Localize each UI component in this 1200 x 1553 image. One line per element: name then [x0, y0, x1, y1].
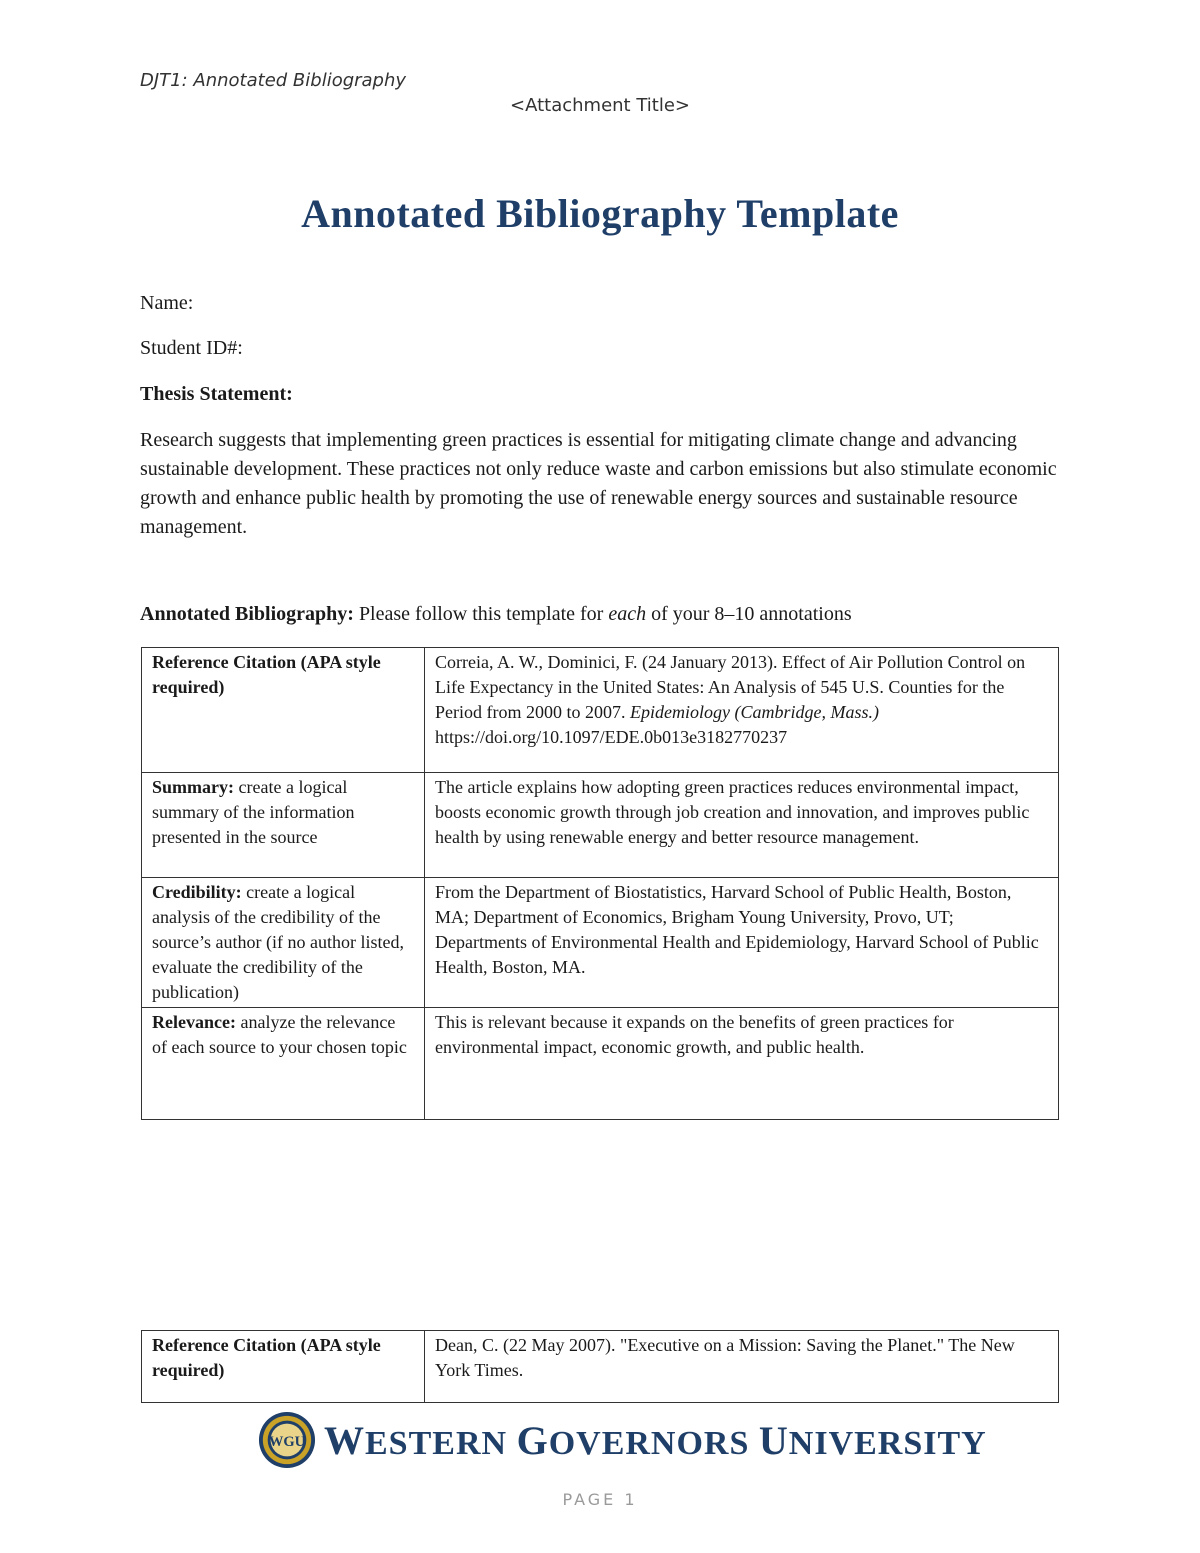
- row-description: create a logical summary of the information presented in the source: [152, 777, 355, 847]
- credibility-text: From the Department of Biostatistics, Harvard School of Public Health, Boston, MA; Department of Economics, Brigham Young University, Provo, UT; Departments of Environmental Health and Epidemiology, Harvard School of Public Health, Boston, MA.: [435, 882, 1039, 977]
- intro-text-after: of your 8–10 annotations: [646, 603, 852, 625]
- summary-text: The article explains how adopting green practices reduces environmental impact, boosts economic growth through job creation and innovation, and improves public health by using renewable energy and better resource management.: [435, 777, 1030, 847]
- wgu-logo: [258, 1410, 987, 1470]
- running-header-course: DJT1: Annotated Bibliography: [140, 70, 407, 91]
- row-content-cell: [425, 1008, 1059, 1120]
- row-label-cell: [142, 773, 425, 878]
- relevance-text: This is relevant because it expands on the benefits of green practices for environmental impact, economic growth, and public health.: [435, 1012, 954, 1057]
- row-label-cell: [142, 1008, 425, 1120]
- name-field: Name:: [140, 292, 194, 314]
- row-label: Relevance:: [152, 1012, 236, 1032]
- row-content-cell: [425, 1331, 1059, 1403]
- row-label: Credibility:: [152, 882, 242, 902]
- intro-label: Annotated Bibliography:: [140, 603, 354, 625]
- row-label-cell: [142, 1331, 425, 1403]
- row-label-cell: [142, 878, 425, 1008]
- table-row: [142, 878, 1059, 1008]
- citation-text: Dean, C. (22 May 2007). "Executive on a Mission: Saving the Planet." The New York Times.: [435, 1335, 1015, 1380]
- row-description: analyze the relevance of each source to your chosen topic: [152, 1012, 407, 1057]
- wgu-seal-icon: [258, 1411, 316, 1469]
- thesis-label: Thesis Statement:: [140, 383, 293, 405]
- table-row: [142, 648, 1059, 773]
- row-label: Reference Citation (APA style required): [152, 1335, 381, 1380]
- row-label: Summary:: [152, 777, 234, 797]
- student-id-field: Student ID#:: [140, 337, 243, 359]
- attachment-title: <Attachment Title>: [510, 95, 690, 116]
- citation-doi: https://doi.org/10.1097/EDE.0b013e3182770237: [435, 727, 788, 747]
- annotation-table-1: [141, 647, 1059, 1120]
- document-title: Annotated Bibliography Template: [301, 191, 899, 236]
- row-label: Reference Citation (APA style required): [152, 652, 381, 697]
- intro-text-before: Please follow this template for: [353, 603, 609, 625]
- citation-text: Correia, A. W., Dominici, F. (24 January 2013). Effect of Air Pollution Control on Life Expectancy in the United States: An Analysis of 545 U.S. Counties for the Period from 2000 to 2007.: [435, 652, 1026, 722]
- row-label-cell: [142, 648, 425, 773]
- university-name: WESTERN GOVERNORS UNIVERSITY: [324, 1417, 987, 1463]
- annotation-table-2: [141, 1330, 1059, 1403]
- table-row: [142, 1331, 1059, 1403]
- row-content-cell: [425, 648, 1059, 773]
- table-row: [142, 773, 1059, 878]
- annotated-bibliography-intro: [140, 603, 852, 626]
- svg-text:WGU: WGU: [268, 1433, 306, 1450]
- row-content-cell: [425, 773, 1059, 878]
- thesis-text: Research suggests that implementing green practices is essential for mitigating climate change and advancing sustainable development. These practices not only reduce waste and carbon emissions but also stimulate economic growth and enhance public health by promoting the use of renewable energy sources and sustainable resource management.: [140, 429, 1057, 538]
- intro-emphasis: each: [608, 603, 647, 625]
- row-description: create a logical analysis of the credibility of the source’s author (if no author listed, evaluate the credibility of the publication): [152, 882, 404, 1002]
- table-row: [142, 1008, 1059, 1120]
- page-number: PAGE 1: [562, 1490, 638, 1509]
- citation-journal: Epidemiology (Cambridge, Mass.): [630, 702, 879, 722]
- row-content-cell: [425, 878, 1059, 1008]
